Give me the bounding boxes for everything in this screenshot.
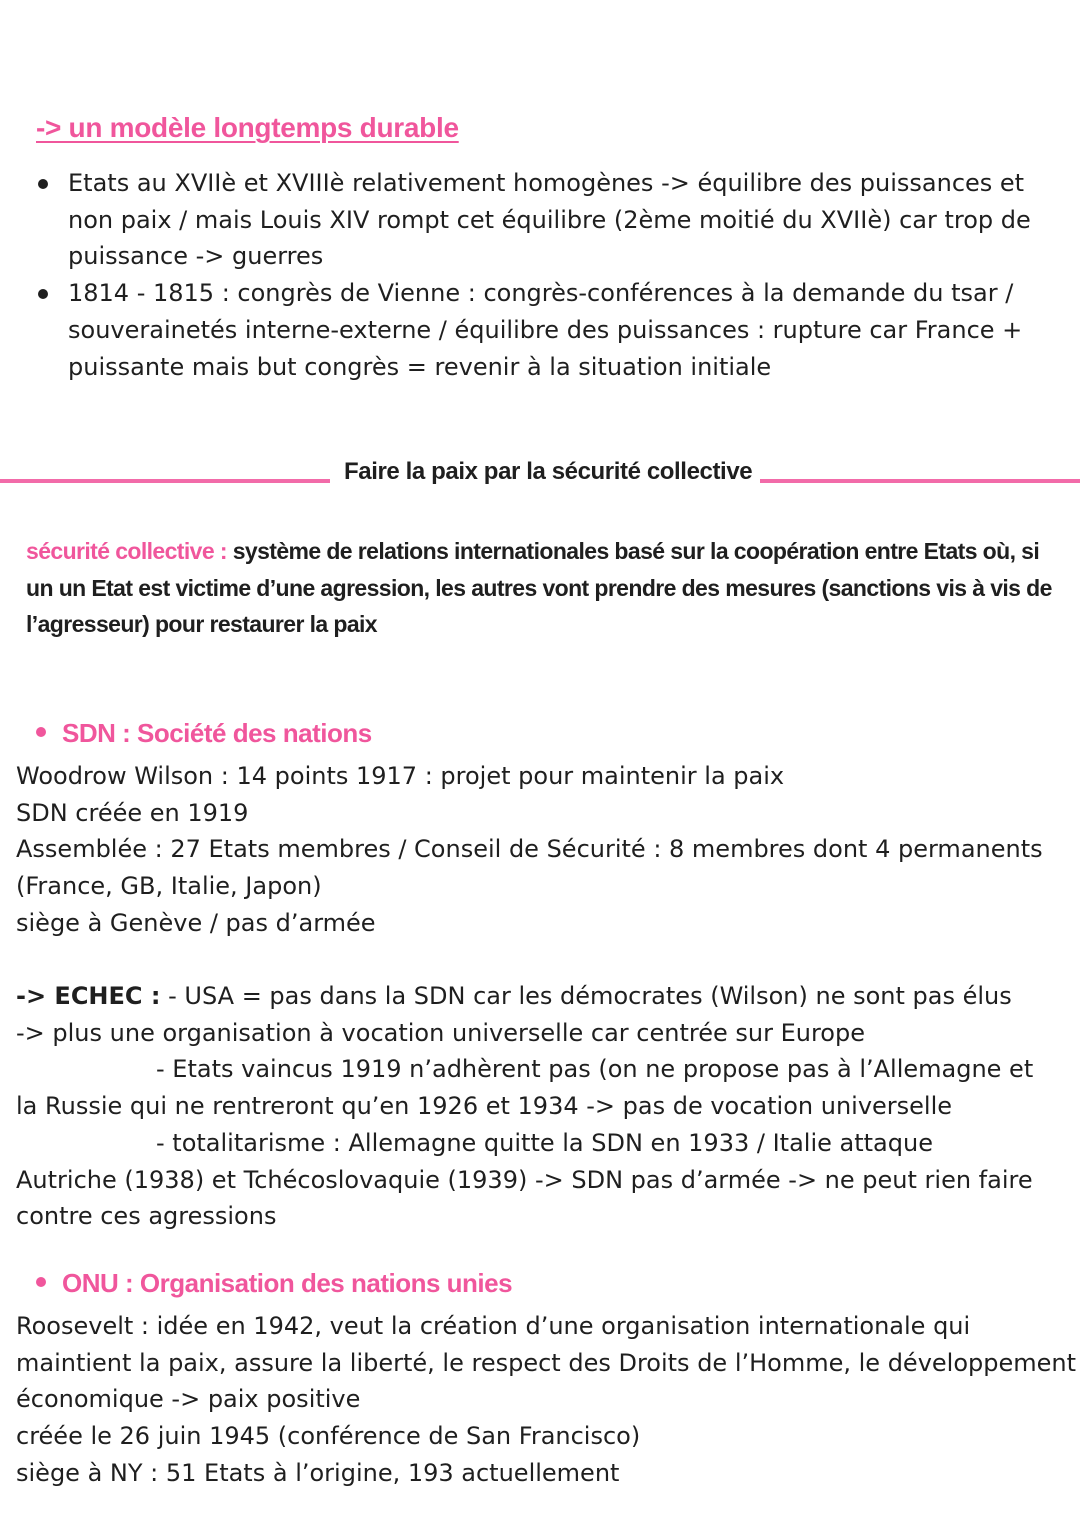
echec-line: -> plus une organisation à vocation universelle car centrée sur Europe <box>16 1018 865 1047</box>
echec-line: Autriche (1938) et Tchécoslovaquie (1939) -> SDN pas d’armée -> ne peut rien faire contre ces agressions <box>16 1165 1033 1231</box>
definition-term: sécurité collective : <box>26 538 227 564</box>
divider-line-right <box>760 479 1080 483</box>
sdn-heading <box>36 718 372 749</box>
bullet-dot-icon <box>36 1277 46 1287</box>
sdn-line: Woodrow Wilson : 14 points 1917 : projet pour maintenir la paix <box>16 762 785 790</box>
onu-paragraph <box>16 1308 1076 1492</box>
onu-line: créée le 26 juin 1945 (conférence de San Francisco) <box>16 1422 641 1451</box>
onu-heading <box>36 1268 512 1299</box>
section-title-durable-model: -> un modèle longtemps durable <box>36 112 459 143</box>
sdn-paragraph <box>16 758 1076 942</box>
section-divider-title: Faire la paix par la sécurité collective <box>344 458 753 485</box>
sdn-line: SDN créée en 1919 <box>16 798 249 827</box>
bullet-item: 1814 - 1815 : congrès de Vienne : congrès-conférences à la demande du tsar / souverainetés interne-externe / équilibre des puissances : rupture car France + puissante mais but congrès = revenir à la situation initiale <box>30 275 1070 385</box>
echec-item-usa: - USA = pas dans la SDN car les démocrates (Wilson) ne sont pas élus <box>160 982 1012 1010</box>
echec-paragraph <box>16 978 1076 1235</box>
onu-line: siège à NY : 51 Etats à l’origine, 193 actuellement <box>16 1458 620 1487</box>
echec-label: -> ECHEC : <box>16 982 161 1010</box>
echec-line <box>16 1125 1076 1162</box>
echec-item-vaincus: - Etats vaincus 1919 n’adhèrent pas (on ne propose pas à l’Allemagne et <box>156 1055 1034 1084</box>
definition-block <box>26 533 1066 643</box>
bullet-dot-icon <box>36 727 46 737</box>
divider-line-left <box>0 479 330 483</box>
definition-text: système de relations internationales basé sur la coopération entre Etats où, si un un Etat est victime d’une agression, les autres vont prendre des mesures (sanctions vis à vis de l’agresseur) pour restaurer la paix <box>26 538 1052 638</box>
bullet-list <box>30 165 1070 385</box>
echec-item-totalitarisme: - totalitarisme : Allemagne quitte la SDN en 1933 / Italie attaque <box>156 1128 933 1157</box>
onu-heading-text: ONU : Organisation des nations unies <box>62 1268 513 1298</box>
sdn-heading-text: SDN : Société des nations <box>62 718 372 748</box>
onu-line: Roosevelt : idée en 1942, veut la création d’une organisation internationale qui maintient la paix, assure la liberté, le respect des Droits de l’Homme, le développement économique -> paix positive <box>16 1312 1077 1414</box>
echec-line <box>16 978 1076 1015</box>
echec-line <box>16 1051 1076 1088</box>
echec-line: la Russie qui ne rentreront qu’en 1926 et 1934 -> pas de vocation universelle <box>16 1092 953 1121</box>
sdn-line: Assemblée : 27 Etats membres / Conseil de Sécurité : 8 membres dont 4 permanents (France, GB, Italie, Japon) <box>16 835 1043 901</box>
sdn-line: siège à Genève / pas d’armée <box>16 908 376 937</box>
bullet-item: Etats au XVIIè et XVIIIè relativement homogènes -> équilibre des puissances et non paix / mais Louis XIV rompt cet équilibre (2ème moitié du XVIIè) car trop de puissance -> guerres <box>30 165 1070 275</box>
